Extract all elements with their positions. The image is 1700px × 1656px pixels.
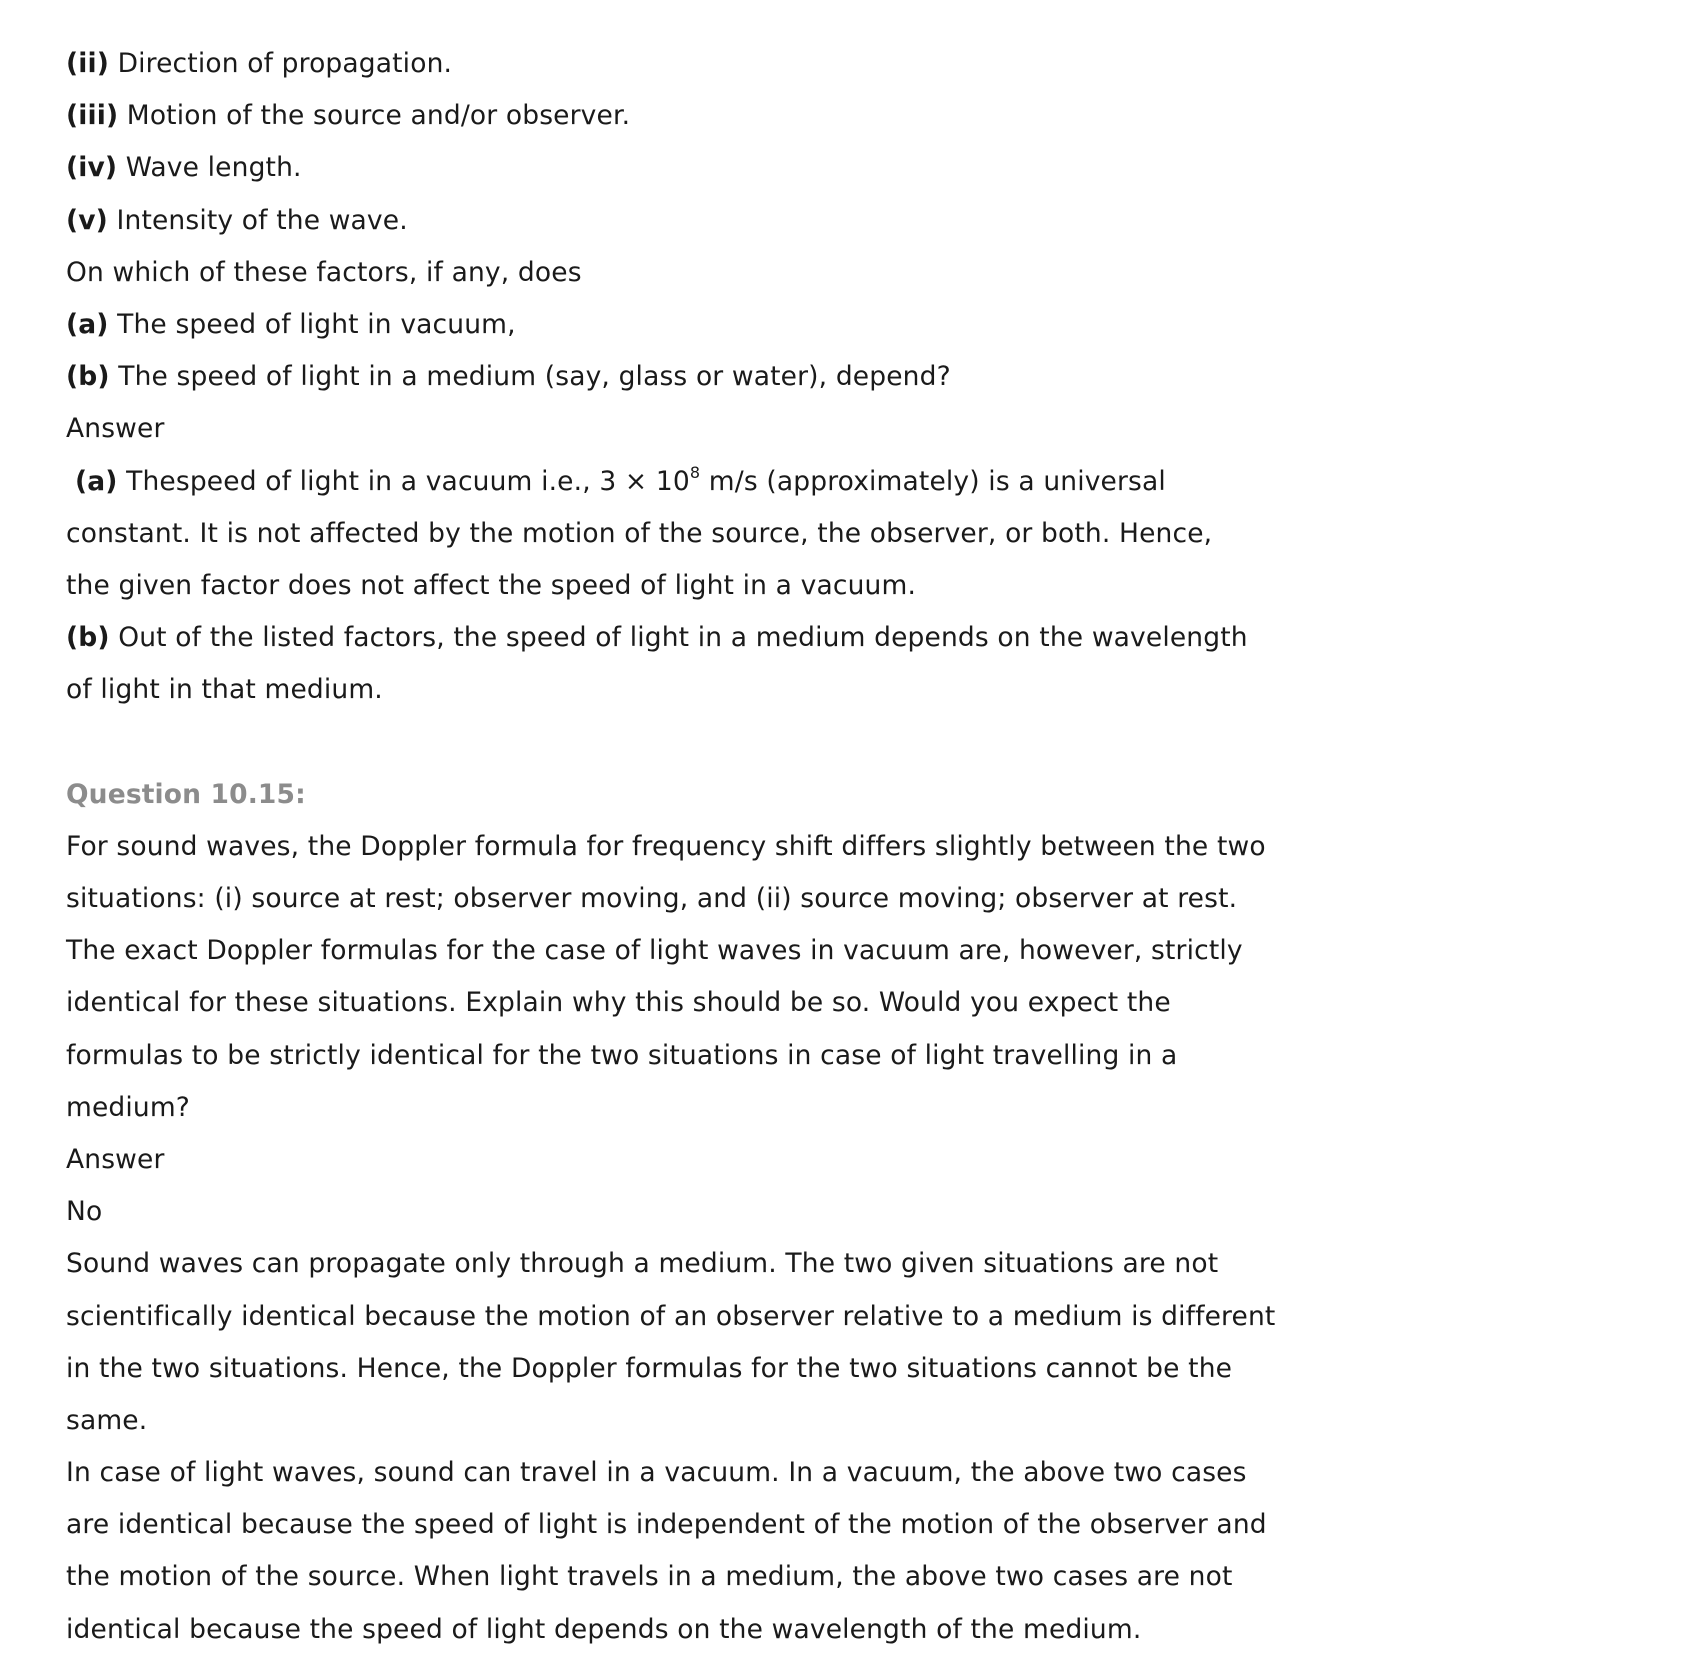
answer-part-label: (b) — [66, 622, 110, 654]
factor-label: (ii) — [66, 48, 109, 79]
answer-part-label: (a) — [75, 465, 118, 497]
factor-item — [66, 90, 1406, 142]
sub-question-label: (b) — [66, 361, 110, 393]
answer-text-line: identical because the speed of light depends on the wavelength of the medium. — [66, 1613, 1142, 1645]
sub-question-label: (a) — [66, 308, 109, 340]
sub-question-text: The speed of light in vacuum, — [108, 308, 516, 340]
question-text-line: The exact Doppler formulas for the case of light waves in vacuum are, however, strictly — [66, 935, 1243, 967]
sub-question — [66, 299, 1406, 351]
answer-part-b-line: of light in that medium. — [66, 674, 383, 706]
answer-text-line: scientifically identical because the motion of an observer relative to a medium is different — [66, 1300, 1276, 1332]
sub-question — [66, 351, 1406, 403]
sub-question-text: The speed of light in a medium (say, glass or water), depend? — [109, 361, 951, 393]
answer-text-line: in the two situations. Hence, the Doppler formulas for the two situations cannot be the — [66, 1352, 1233, 1384]
question-heading: Question 10.15: — [66, 778, 306, 810]
answer-heading: Answer — [66, 1143, 165, 1175]
answer-part-a-line — [66, 456, 1406, 508]
factor-item — [66, 142, 1406, 194]
factor-label: (iv) — [66, 152, 118, 184]
answer-text-line: the motion of the source. When light travels in a medium, the above two cases are not — [66, 1561, 1233, 1593]
factor-text: Motion of the source and/or observer. — [118, 100, 631, 132]
question-prompt: On which of these factors, if any, does — [66, 256, 582, 288]
answer-text-line: same. — [66, 1404, 148, 1436]
answer-part-a-line: the given factor does not affect the speed of light in a vacuum. — [66, 569, 917, 601]
answer-text: Thespeed of light in a vacuum i.e., 3 × 10 — [117, 465, 690, 497]
question-text-line: formulas to be strictly identical for the two situations in case of light travelling in a — [66, 1039, 1178, 1071]
question-text-line: identical for these situations. Explain why this should be so. Would you expect the — [66, 987, 1171, 1019]
question-text-line: medium? — [66, 1091, 191, 1123]
answer-text-line: In case of light waves, sound can travel in a vacuum. In a vacuum, the above two cases — [66, 1457, 1247, 1489]
spacer — [66, 716, 1406, 768]
factor-item — [66, 195, 1406, 247]
document-page — [66, 38, 1406, 1656]
answer-part-a-line: constant. It is not affected by the motion of the source, the observer, or both. Hence, — [66, 517, 1213, 549]
question-text-line: situations: (i) source at rest; observer moving, and (ii) source moving; observer at rest. — [66, 883, 1238, 914]
answer-text-line: Sound waves can propagate only through a medium. The two given situations are not — [66, 1248, 1219, 1280]
factor-item — [66, 38, 1406, 90]
factor-text: Intensity of the wave. — [107, 204, 408, 236]
factor-label: (iii) — [66, 100, 119, 132]
answer-text-line: are identical because the speed of light is independent of the motion of the observer and — [66, 1509, 1267, 1541]
answer-part-b-line — [66, 612, 1406, 664]
answer-short: No — [66, 1196, 103, 1228]
answer-heading: Answer — [66, 413, 165, 445]
exponent: 8 — [689, 462, 701, 482]
question-text-line: For sound waves, the Doppler formula for frequency shift differs slightly between the two — [66, 830, 1266, 862]
factor-label: (v) — [66, 204, 108, 236]
answer-text: m/s (approximately) is a universal — [700, 465, 1166, 497]
factor-text: Wave length. — [117, 152, 302, 184]
factor-text: Direction of propagation. — [109, 48, 453, 79]
answer-text: Out of the listed factors, the speed of light in a medium depends on the wavelength — [109, 622, 1248, 654]
